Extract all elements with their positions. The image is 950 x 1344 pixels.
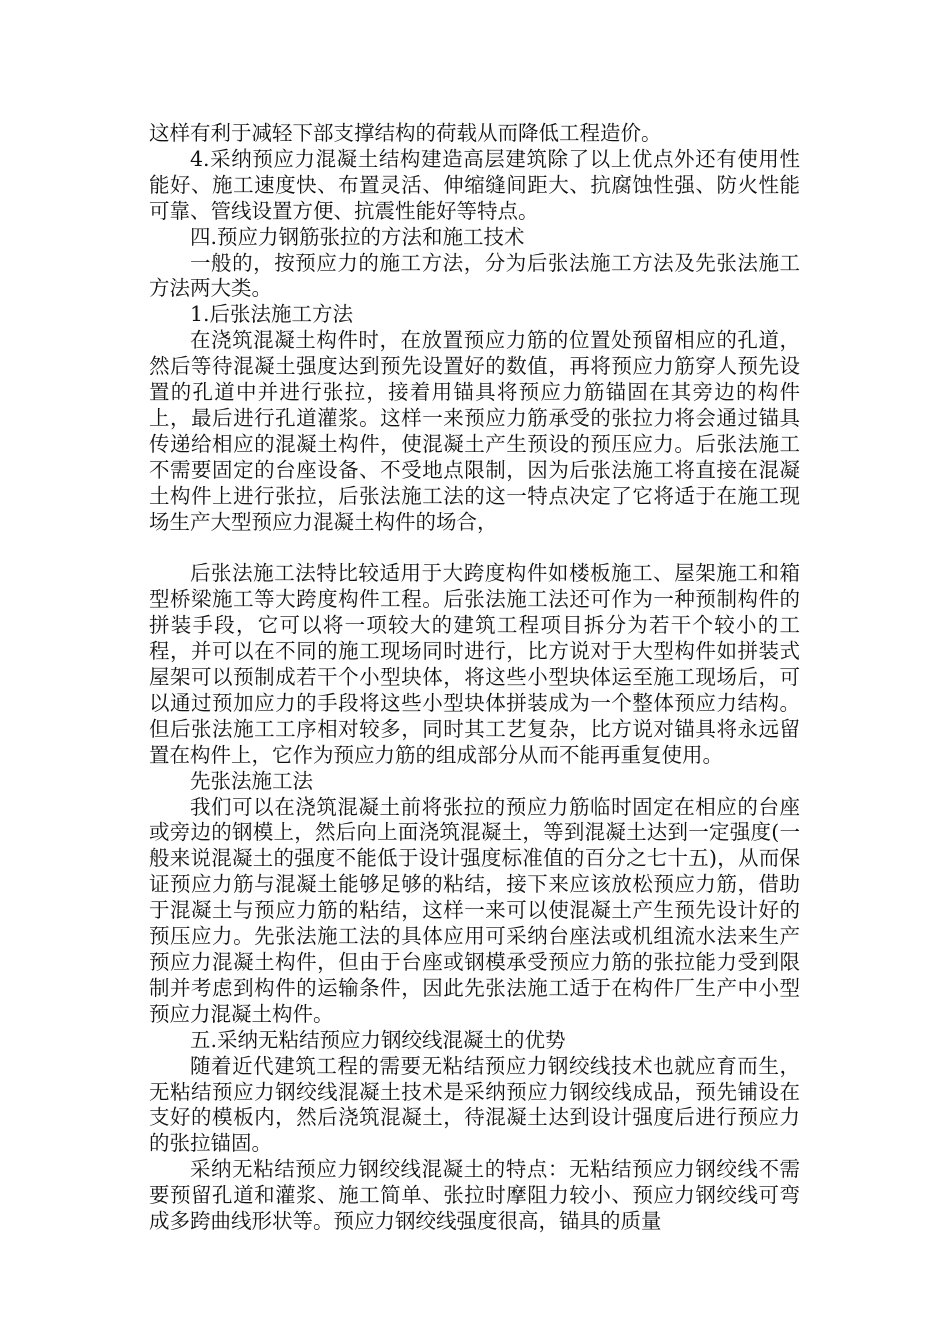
paragraph: 随着近代建筑工程的需要无粘结预应力钢绞线技术也就应育而生，无粘结预应力钢绞线混凝土技术是采纳预应力钢绞线成品，预先铺设在支好的模板内，然后浇筑混凝土，待混凝土达到设计强度后进行预应力的张拉锚固。 — [149, 1053, 800, 1156]
list-item-4: 4.采纳预应力混凝土结构建造高层建筑除了以上优点外还有使用性能好、施工速度快、布置灵活、伸缩缝间距大、抗腐蚀性强、防火性能可靠、管线设置方便、抗震性能好等特点。 — [149, 146, 800, 223]
paragraph: 这样有利于减轻下部支撑结构的荷载从而降低工程造价。 — [149, 121, 662, 145]
subsection-heading-pre-tensioning: 先张法施工法 — [190, 768, 313, 793]
paragraph: 采纳无粘结预应力钢绞线混凝土的特点：无粘结预应力钢绞线不需要预留孔道和灌浆、施工简单、张拉时摩阻力较小、预应力钢绞线可弯成多跨曲线形状等。预应力钢绞线强度很高，锚具的质量 — [149, 1157, 800, 1234]
paragraph: 在浇筑混凝土构件时，在放置预应力筋的位置处预留相应的孔道，然后等待混凝土强度达到预先设置好的数值，再将预应力筋穿人预先设置的孔道中并进行张拉，接着用锚具将预应力筋锚固在其旁边的构件上，最后进行孔道灌浆。这样一来预应力筋承受的张拉力将会通过锚具传递给相应的混凝土构件，使混凝土产生预设的预压应力。后张法施工不需要固定的台座设备、不受地点限制，因为后张法施工将直接在混凝土构件上进行张拉，后张法施工法的这一特点决定了它将适于在施工现场生产大型预应力混凝土构件的场合， — [149, 328, 800, 534]
subsection-heading-post-tensioning: 1.后张法施工方法 — [190, 302, 354, 327]
document-body — [149, 121, 800, 1235]
blank-line — [149, 536, 800, 562]
paragraph: 后张法施工法特比较适用于大跨度构件如楼板施工、屋架施工和箱型桥梁施工等大跨度构件工程。后张法施工法还可作为一种预制构件的拼装手段，它可以将一项较大的建筑工程项目拆分为若干个较小的工程，并可以在不同的施工现场同时进行，比方说对于大型构件如拼装式屋架可以预制成若干个小型块体，将这些小型块体运至施工现场后，可以通过预加应力的手段将这些小型块体拼装成为一个整体预应力结构。但后张法施工工序相对较多，同时其工艺复杂，比方说对锚具将永远留置在构件上，它作为预应力筋的组成部分从而不能再重复使用。 — [149, 561, 800, 767]
paragraph: 我们可以在浇筑混凝土前将张拉的预应力筋临时固定在相应的台座或旁边的钢模上，然后向上面浇筑混凝土，等到混凝土达到一定强度(一般来说混凝土的强度不能低于设计强度标准值的百分之七十五)，从而保证预应力筋与混凝土能够足够的粘结，接下来应该放松预应力筋，借助于混凝土与预应力筋的粘结，这样一来可以使混凝土产生预先设计好的预压应力。先张法施工法的具体应用可采纳台座法或机组流水法来生产预应力混凝土构件，但由于台座或钢模承受预应力筋的张拉能力受到限制并考虑到构件的运输条件，因此先张法施工适于在构件厂生产中小型预应力混凝土构件。 — [149, 794, 800, 1026]
section-heading-4: 四.预应力钢筋张拉的方法和施工技术 — [190, 224, 525, 249]
section-heading-5: 五.采纳无粘结预应力钢绞线混凝土的优势 — [190, 1027, 566, 1052]
paragraph: 一般的，按预应力的施工方法，分为后张法施工方法及先张法施工方法两大类。 — [149, 250, 800, 301]
